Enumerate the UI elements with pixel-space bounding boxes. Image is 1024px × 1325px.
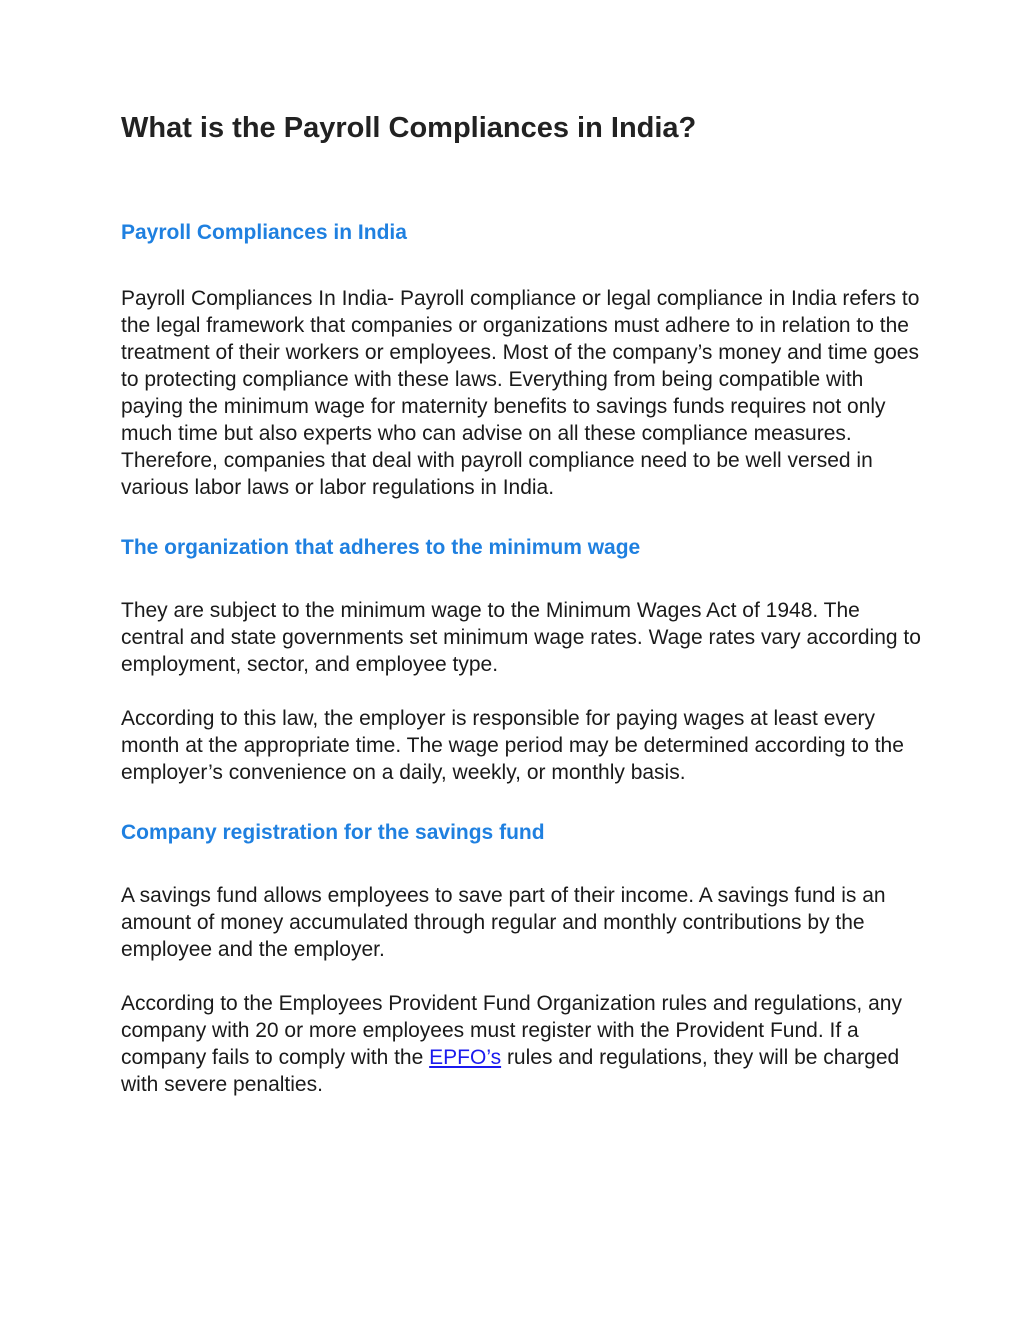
paragraph-savings-fund-definition: A savings fund allows employees to save part of their income. A savings fund is an amount of money accumulated through regular and monthly contributions by the employee and the employer. [121,884,886,961]
paragraph-text-before-link: According to the Employees Provident Fund Organization rules and regulations, any company with 20 or more employees must register with the Provident Fund. If a company fails to comply with the [121,992,902,1069]
section-heading-minimum-wage: The organization that adheres to the minimum wage [121,535,641,559]
epfo-link[interactable]: EPFO’s [429,1046,502,1069]
paragraph-payroll-overview: Payroll Compliances In India- Payroll compliance or legal compliance in India refers to the legal framework that companies or organizations must adhere to in relation to the treatment of their workers or employees. Most of the company’s money and time goes to protecting compliance with these laws. Everything from being compatible with paying the minimum wage for maternity benefits to savings funds requires not only much time but also experts who can advise on all these compliance measures. Therefore, companies that deal with payroll compliance need to be well versed in various labor laws or labor regulations in India. [121,286,920,499]
paragraph-provident-fund-rules [121,990,921,1098]
section-heading-savings-fund: Company registration for the savings fund [121,820,545,844]
paragraph-wage-period: According to this law, the employer is responsible for paying wages at least every month at the appropriate time. The wage period may be determined according to the employer’s convenience on a daily, weekly, or monthly basis. [121,706,904,784]
document-page [121,110,921,1098]
section-heading-payroll-compliances: Payroll Compliances in India [121,221,407,245]
paragraph-minimum-wage-act: They are subject to the minimum wage to the Minimum Wages Act of 1948. The central and state governments set minimum wage rates. Wage rates vary according to employment, sector, and employee type. [121,598,921,676]
paragraph-text-after-link: rules and regulations, they will be charged with severe penalties. [121,1046,900,1096]
page-title: What is the Payroll Compliances in India? [121,112,697,144]
